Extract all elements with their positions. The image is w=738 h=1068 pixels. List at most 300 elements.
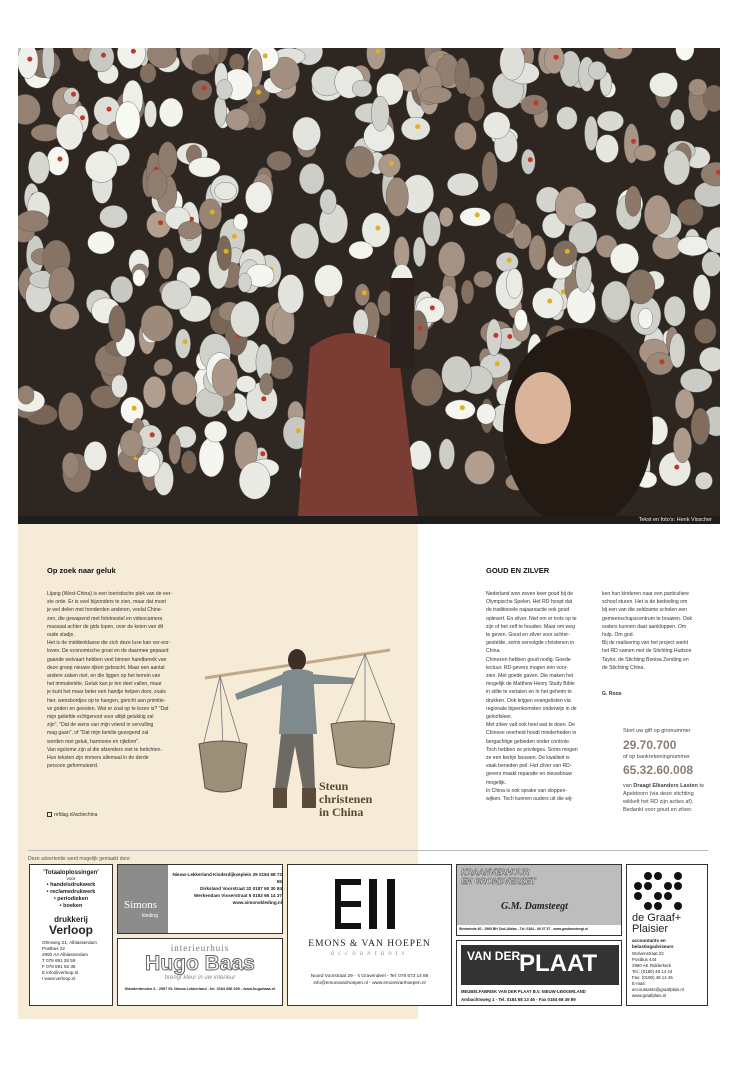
wish-board [438, 242, 464, 277]
verloop-brand1: drukkerij [54, 915, 88, 924]
wish-board [234, 214, 248, 231]
board-mark [528, 157, 533, 162]
wish-board [140, 63, 156, 83]
text-line: de Stichting China. [602, 664, 645, 671]
wish-board [445, 400, 475, 420]
wish-board [143, 376, 165, 408]
text-line: Met zilver valt ook heel wat te doen. De [486, 722, 575, 729]
wish-board [88, 231, 115, 254]
contact-line: 2960 AK Ridderkerk [632, 963, 672, 968]
wish-board [521, 149, 535, 174]
sponsor-divider [28, 850, 708, 851]
ad-emons[interactable] [287, 864, 452, 1006]
contact-line: Postbus 444 [632, 957, 657, 962]
simons-sub: kleding [142, 913, 158, 919]
wish-board [506, 269, 522, 299]
text-line: in stilte te vertalen en in het geheim te [486, 689, 572, 696]
board-mark [547, 299, 552, 304]
wish-board [413, 237, 425, 267]
wish-board [634, 145, 656, 161]
wish-board [576, 256, 592, 292]
board-mark [260, 451, 265, 456]
text-line: Van egoïsme zijn al die afzenders niet te betichten. [47, 746, 162, 753]
wish-board [18, 211, 48, 232]
board-mark [57, 157, 62, 162]
wish-board [423, 211, 441, 246]
wish-board [455, 122, 477, 149]
board-mark [565, 249, 570, 254]
wish-board [461, 280, 473, 304]
contact-line: E info@verloop.nl [42, 970, 79, 975]
verloop-address [30, 940, 112, 958]
text-line: In China is ook sprake van sloppen- [486, 787, 567, 794]
wish-board [144, 101, 156, 128]
emons-line1: Noord Voorstraat 29 - 's Gravendeel - Tel: 078 673 14 88 [310, 973, 429, 978]
text-line: ve goden en geesten. Wat er zoal op te lezen is? "Dat [47, 705, 169, 712]
wish-board [465, 451, 495, 485]
wish-board [181, 451, 196, 474]
text-line: Het is de middenklasse die zich deze luxe kan ver-oor- [47, 640, 171, 647]
text-line: je kunt het maar beter een handje helpen door, zoals [47, 689, 166, 696]
wish-board [483, 112, 510, 139]
contact-line: F 078 691 92 36 [42, 964, 76, 969]
wish-board [353, 309, 368, 337]
verloop-item: • handelsdrukwerk [46, 882, 96, 888]
text-line: je wel delen met honderden anderen, veelal Chine- [47, 607, 163, 614]
vanderplaat-line1: MEUBELFABRIEK VAN DER PLAAT B.V. NIEUW-LEKKERLAND [461, 989, 586, 994]
verloop-brand2: Verloop [48, 923, 93, 937]
logo-dot [664, 892, 672, 900]
wish-board [439, 439, 455, 470]
wish-board [596, 135, 619, 163]
wish-board [109, 306, 126, 343]
wish-board [260, 373, 273, 395]
wish-board [28, 152, 49, 184]
board-mark [507, 334, 512, 339]
wish-board [693, 275, 710, 311]
wish-board [675, 389, 694, 418]
text-line: andere zaken niet, en die liggen op het terrein van [47, 673, 161, 680]
wish-board [229, 54, 244, 71]
wish-board [169, 434, 181, 464]
damsteegt-title1: KRAANVERHUUR [461, 868, 530, 877]
text-line: mogelijk. [486, 779, 507, 786]
right-article-heading: GOUD EN ZILVER [486, 566, 550, 575]
wish-board [468, 94, 484, 121]
board-mark [659, 359, 664, 364]
text-line: Hun teksten zijn immers allemaal in de derde [47, 755, 149, 762]
hugobaas-footer: Standerdmolen 6 - 2957 EL Nieuw-Lekkerland - tel. 0184 686 690 - www.hugobaas.nl [124, 987, 276, 991]
text-line: bergachtige gebieden onder controle. [486, 738, 571, 745]
wish-board [664, 296, 685, 326]
signature: G. Roos [602, 691, 622, 697]
text-line: mag gaan", of "Dat mijn familie gezegend zal [47, 730, 149, 737]
damsteegt-brand: G.M. Damsteegt [501, 901, 568, 912]
wish-board [320, 189, 337, 214]
board-mark [376, 49, 381, 54]
donate-outro-line: van Draagt Elkanders Lasten te [623, 783, 705, 789]
board-mark [631, 139, 636, 144]
board-mark [495, 361, 500, 366]
vanderplaat-line2: Ambachtsweg 1 - Tel. 0184 68 13 46 - Fax 0184 68 49 89 [461, 997, 576, 1002]
text-line: persoon geformuleerd. [47, 763, 99, 770]
wish-board [486, 319, 501, 356]
wish-board [346, 146, 374, 177]
text-line: zijn", "Dat de wens van mijn vriend in vervulling [47, 722, 154, 729]
text-line: worden met geluk, harmonie en rijkdom". [47, 738, 140, 745]
board-mark [132, 406, 137, 411]
wish-board [226, 109, 249, 131]
contact-line: accountants@graafplais.nl [632, 987, 684, 992]
text-line: regionale bijeenkomsten onderwijs in de [486, 705, 577, 712]
wish-board [677, 236, 709, 256]
text-line: mijn geliefde echtgenoot voor altijd gelukkig zal [47, 714, 154, 721]
donate-outro [623, 782, 723, 814]
wish-board [133, 269, 146, 286]
text-line: gestelde, soms vervolgde christenen in [486, 640, 575, 647]
wish-board [553, 241, 577, 267]
ad-damsteegt[interactable] [456, 864, 622, 936]
wish-board [514, 224, 532, 249]
text-line: wijken. Toch kunnen ouders uit die wij- [486, 796, 573, 803]
text-line: Lijang (West-China) is een toeristische plek van de eer- [47, 591, 173, 597]
wish-board [627, 270, 655, 304]
board-mark [475, 212, 480, 217]
text-line: ken hun kinderen naar een particuliere [602, 591, 689, 597]
text-line: ste orde. Er is veel bijzonders te zien, maar dat moet [47, 599, 166, 606]
logo-dot [644, 902, 652, 910]
board-mark [263, 53, 268, 58]
board-mark [80, 115, 85, 120]
wish-board [59, 393, 83, 431]
left-article-body [47, 590, 195, 770]
wish-board [647, 353, 674, 375]
wish-board [439, 207, 453, 226]
emons-logo [335, 879, 405, 929]
wish-board [442, 356, 472, 392]
donate-outro-line: Bedankt voor goud en zilver. [623, 807, 693, 813]
wish-boards-photo [18, 48, 720, 516]
wish-board [112, 375, 128, 398]
address-line: www.simonskleding.nl [232, 900, 282, 905]
hugobaas-brand: Hugo Baas [145, 952, 255, 975]
damsteegt-title2: EN GRONDVERZET [461, 877, 536, 886]
address-line: Dirksland Voorstraat 32 0187 60 30 84 [200, 886, 282, 891]
wish-board [245, 182, 271, 213]
logo-dot [664, 882, 672, 890]
wish-board [386, 177, 408, 216]
board-mark [256, 90, 261, 95]
wish-board [371, 96, 389, 131]
caption-line-3: in China [319, 805, 364, 819]
bank-number: 65.32.60.008 [623, 763, 694, 777]
wish-board [315, 265, 343, 297]
board-mark [27, 57, 32, 62]
board-mark [534, 100, 539, 105]
wish-board [159, 98, 183, 127]
wish-board [214, 182, 236, 200]
logo-dot [674, 872, 682, 880]
wish-board [625, 186, 641, 216]
logo-dot [644, 872, 652, 880]
hero-photo [18, 48, 720, 516]
address-line: Postbus 22 [42, 946, 65, 951]
contact-line: Fax: (0180) 48 14 45 [632, 975, 673, 980]
text-line: drukken. Ook krijgen evangelisten via [486, 697, 571, 704]
wish-board [664, 150, 690, 185]
text-line: Chinese overheid houdt minderheden in [486, 730, 577, 737]
wish-board [532, 288, 563, 319]
text-line: deze groep nieuwe rijken gebracht. Maar een aantal [47, 664, 165, 671]
ad-degraaf[interactable] [626, 864, 708, 1006]
board-mark [418, 326, 423, 331]
text-line: zien. Met goede gaven. Die maken het [486, 673, 574, 680]
text-line: gaande welvaart hebben veel binnen handbereik van [47, 656, 167, 663]
wish-board [557, 107, 578, 130]
board-mark [183, 339, 188, 344]
wish-board [355, 284, 369, 306]
wish-board [56, 114, 83, 150]
text-line: geloofsleer. [486, 714, 513, 721]
board-mark [261, 396, 266, 401]
wish-board [447, 173, 478, 196]
wish-board [379, 154, 401, 177]
text-line: loven. De economische groei en de daarmee gepaard [47, 648, 169, 655]
wish-board [212, 359, 238, 397]
text-line: te geven. Goud en zilver voor achter- [486, 632, 570, 639]
contact-line: Tel.: (0180) 48 14 44 [632, 969, 673, 974]
wish-board [192, 80, 212, 100]
hugobaas-top: interieurhuis [170, 943, 230, 953]
address-line: 2950 AA Alblasserdam [42, 952, 88, 957]
text-line: bij een van die zeldzame scholen een [602, 607, 687, 614]
wish-board [695, 319, 716, 344]
text-line: school sturen. Het is de bedoeling om [602, 599, 688, 606]
board-mark [375, 226, 380, 231]
wish-board [670, 333, 685, 367]
board-mark [389, 161, 394, 166]
wish-board [178, 221, 202, 239]
text-line: hulp. Om god. [602, 632, 634, 639]
wish-board [689, 79, 707, 96]
logo-dot [654, 872, 662, 880]
wish-board [239, 462, 270, 499]
wish-board [175, 329, 190, 358]
text-line: China. [486, 648, 501, 655]
wish-board [84, 441, 107, 470]
address-line: Werkendam Visserstraat 5 0183 66 14 37 [194, 893, 282, 898]
wish-board [474, 271, 493, 288]
wish-board [597, 111, 623, 131]
right-article-col2 [602, 590, 710, 672]
address-line: Nieuw-Lekkerland Kinderdijkseplein 29 0184 68 73 55 [172, 872, 282, 884]
wish-board [18, 386, 34, 405]
board-mark [460, 405, 465, 410]
text-line: Nederland won zeven keer goud bij de [486, 591, 573, 597]
wish-board [199, 438, 224, 477]
wish-board [189, 157, 221, 177]
board-mark [224, 249, 229, 254]
text-line: Olympische Spelen. Het RD hoopt dat [486, 599, 573, 606]
right-article-col1 [486, 590, 592, 803]
ad-simons[interactable] [117, 864, 283, 934]
board-mark [674, 465, 679, 470]
text-line: Chinezen hebben goud nodig. Goede [486, 656, 571, 663]
wish-board [352, 80, 372, 97]
contact-line: Wolvenstraat 22 [632, 951, 664, 956]
board-mark [554, 55, 559, 60]
text-line: mogelijk de Matthew Henry Study Bible [486, 681, 575, 688]
verloop-item: • boeken [59, 903, 83, 909]
board-mark [107, 107, 112, 112]
wish-board [47, 147, 69, 176]
text-line: gemeenschapscentrum te bouwen. Ook [602, 615, 693, 622]
wish-board [216, 80, 232, 100]
action-link[interactable] [47, 812, 97, 818]
board-mark [131, 49, 136, 54]
damsteegt-footer: Westwinde 60 - 2969 BH Oud-Alblas - Tel: 0184 - 69 37 57 - www.gmdamsteegt.nl [459, 927, 589, 931]
man-arm [390, 278, 414, 368]
wish-board [64, 88, 80, 105]
stichting-name: Draagt Elkanders Lasten [633, 783, 698, 789]
logo-dot [634, 892, 642, 900]
ad-verloop[interactable] [29, 864, 113, 1006]
caption-line-1: Steun [319, 779, 349, 793]
wish-board [172, 371, 197, 405]
wish-board [299, 163, 324, 194]
wish-board [159, 248, 174, 279]
emons-sub: accountants [330, 949, 409, 957]
wish-board [544, 48, 564, 74]
left-article-heading: Op zoek naar geluk [47, 566, 116, 575]
emons-name: EMONS & VAN HOEPEN [308, 939, 431, 949]
external-link-icon [47, 812, 52, 817]
wish-board [238, 273, 251, 292]
board-mark [430, 305, 435, 310]
wish-board [236, 376, 256, 393]
degraaf-sub1: accountants en [632, 938, 666, 943]
wish-board [154, 359, 173, 376]
wish-board [529, 235, 546, 270]
wish-board [204, 421, 226, 442]
board-mark [232, 234, 237, 239]
wish-board [650, 73, 678, 97]
board-mark [507, 258, 512, 263]
board-mark [210, 210, 215, 215]
wish-board [141, 306, 173, 342]
wish-board [293, 117, 321, 151]
text-line: Toch hebben ze privileges. Soms mogen [486, 746, 578, 753]
wish-board [199, 199, 222, 229]
caption-steun-christenen [319, 780, 419, 819]
text-line: Bij de realisering van het project werkt [602, 640, 689, 647]
wish-board [147, 170, 167, 200]
wish-board [401, 117, 430, 140]
wish-board [291, 223, 319, 259]
wish-board [278, 275, 304, 314]
board-mark [296, 428, 301, 433]
wish-board [49, 267, 75, 302]
wish-board [702, 252, 720, 277]
wish-board [230, 301, 259, 337]
wish-board [574, 203, 596, 219]
text-line: het immateriële. Geluk kan je ten deel vallen, maar [47, 681, 162, 688]
degraaf-sub2: belastingadviseurs [632, 944, 674, 949]
wish-board [50, 303, 79, 329]
wish-board [673, 428, 691, 463]
text-line: Taylor, de Stichting Bonisa Zending en [602, 656, 689, 663]
wish-board [62, 453, 79, 479]
emons-line2: info@emonsvanhoepen.nl - www.emonsvanhoepen.nl [313, 980, 426, 985]
logo-dot [674, 882, 682, 890]
verloop-list [30, 882, 112, 910]
simons-brand: Simons [124, 899, 158, 911]
verloop-title: 'Totaaloplossingen' [43, 870, 99, 876]
board-mark [150, 432, 155, 437]
contact-line: E-mail: [632, 981, 646, 986]
wish-board [514, 309, 527, 331]
wish-board [588, 61, 606, 79]
ad-vanderplaat[interactable] [456, 940, 622, 1006]
text-line: gevers maakt reparatie en nieuwbouw [486, 771, 573, 778]
logo-dot [634, 882, 642, 890]
text-line: zen, die gewapend met fototoestel en videocamera [47, 615, 163, 622]
action-link-text[interactable]: refdag.nl/actiechina [54, 812, 98, 818]
wish-board [270, 357, 293, 379]
wish-board [116, 102, 140, 139]
photo-credit: Tekst en foto's: Henk Visscher [638, 517, 712, 523]
verloop-voor: voor [66, 876, 76, 881]
wish-board [31, 124, 60, 141]
degraaf-dots-logo [633, 871, 683, 911]
text-line: oude stadje. [47, 632, 75, 639]
wish-board [494, 203, 516, 234]
text-line: ouders kunnen daar aankloppen. Om [602, 623, 687, 630]
text-line: hier, wensbordjes op te hangen, gericht aan primitie- [47, 697, 166, 704]
wish-board [567, 287, 596, 323]
simons-addresses [170, 871, 282, 906]
board-mark [493, 333, 498, 338]
vanderplaat-brand2: PLAAT [519, 950, 598, 977]
wish-board [610, 243, 638, 273]
contact-line: www.graafplais.nl [632, 993, 667, 998]
wish-board [85, 151, 117, 183]
wish-board [214, 96, 226, 126]
woman-face [515, 372, 571, 444]
text-line: vaak beneden peil. Het zilver van RD- [486, 763, 572, 770]
board-mark [101, 53, 106, 58]
board-mark [415, 124, 420, 129]
board-mark [71, 92, 76, 97]
verloop-item: • reclamedrukwerk [46, 889, 96, 895]
donate-outro-line: wikkelt het RD zijn acties af). [623, 799, 694, 805]
ad-hugo-baas[interactable] [117, 938, 283, 1006]
wish-board [455, 58, 470, 94]
text-line: het RD samen met de Stichting Hudson [602, 648, 692, 655]
wish-board [482, 152, 497, 192]
wish-board [411, 369, 442, 406]
wish-board [120, 430, 142, 457]
vanderplaat-brand1: VAN DER [467, 949, 521, 963]
wish-board [111, 276, 133, 302]
contact-line: T 078 691 28 59 [42, 958, 76, 963]
wish-board [638, 308, 653, 328]
logo-dot [644, 882, 652, 890]
donation-box [623, 727, 723, 814]
donate-intro: Stort uw gift op gironummer [623, 728, 691, 734]
verloop-item: • periodieken [53, 896, 89, 902]
logo-dot [654, 892, 662, 900]
